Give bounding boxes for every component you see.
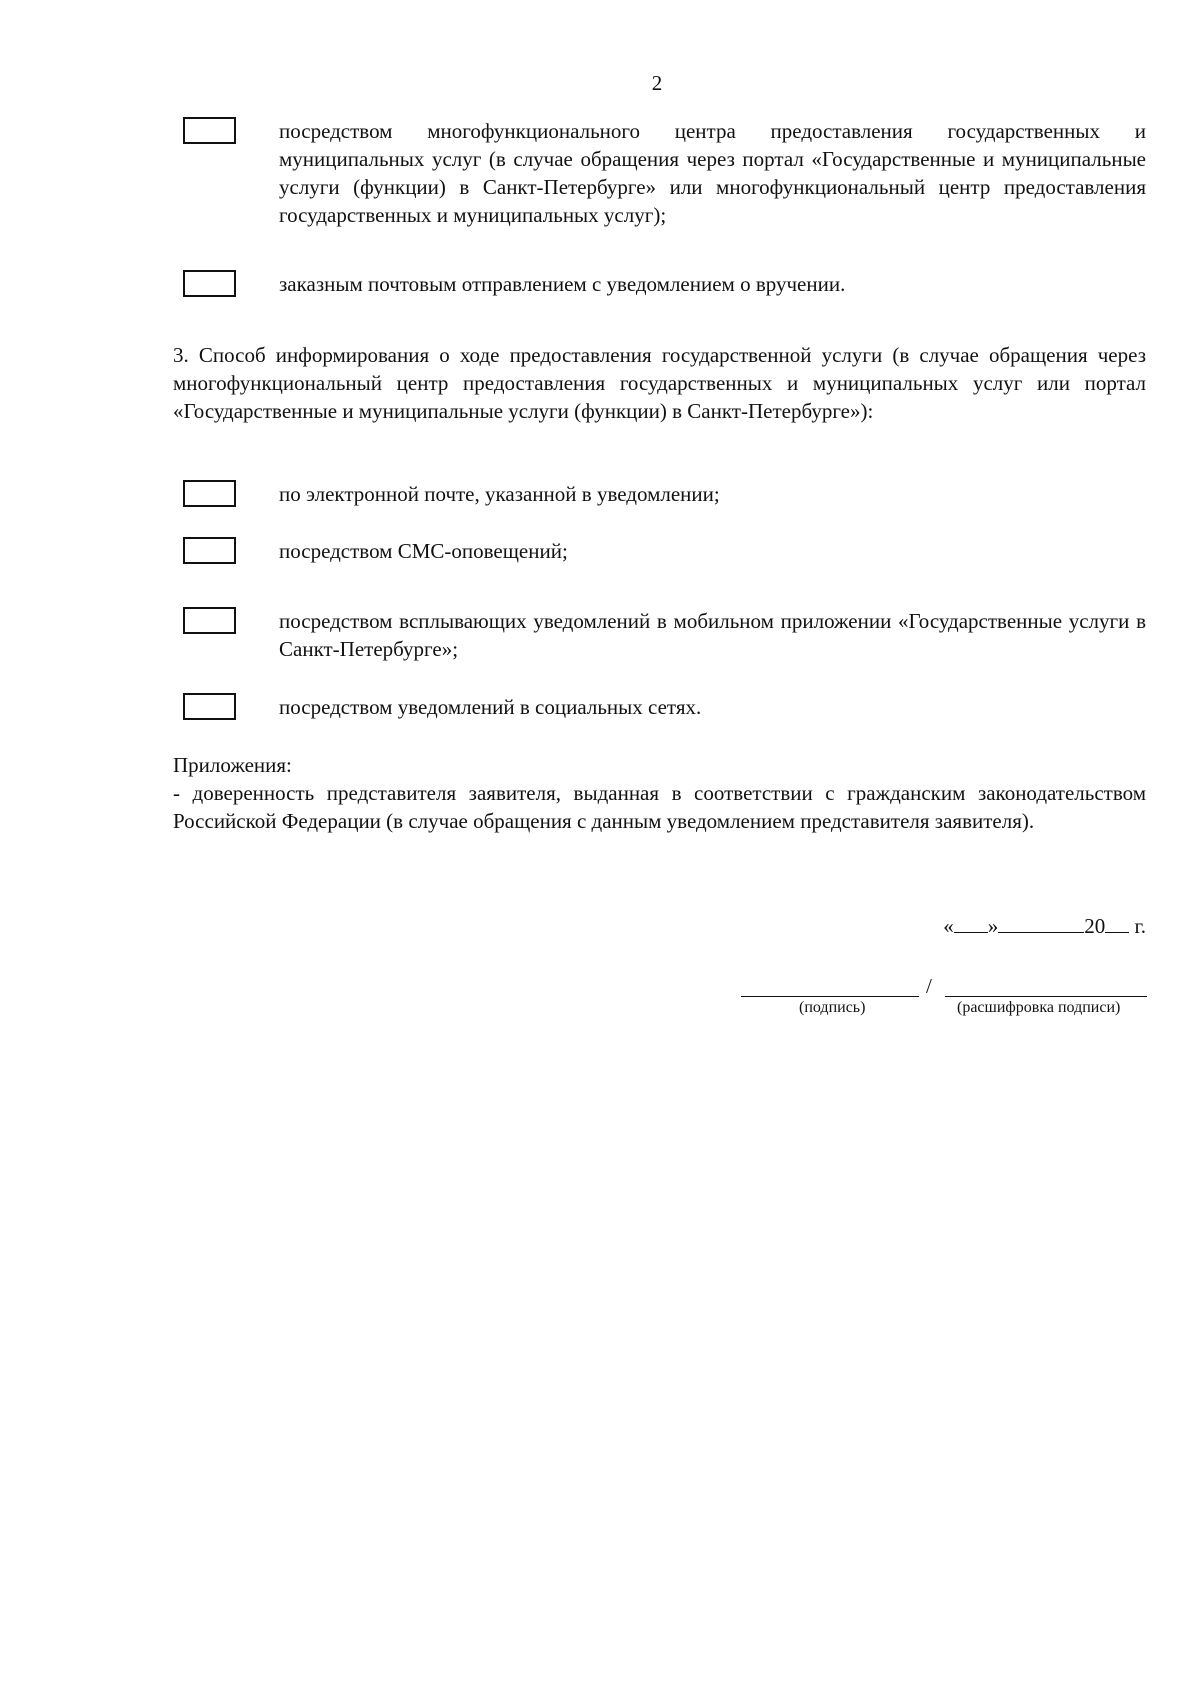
page-number: 2: [651, 71, 663, 95]
attachments-title: Приложения:: [173, 753, 292, 777]
checkbox-notify-email[interactable]: [183, 480, 236, 507]
checkbox-notify-sms[interactable]: [183, 537, 236, 564]
date-month-blank[interactable]: [998, 912, 1084, 933]
checkbox-notify-push[interactable]: [183, 607, 236, 634]
notify-option-email-label: по электронной почте, указанной в уведомлении;: [279, 482, 720, 506]
section-3-heading: 3. Способ информирования о ходе предоставления государственной услуги (в случае обращения через многофункциональный центр предоставления государственных и муниципальных услуг или портал «Государственные и муниципальные услуги (функции) в Санкт-Петербурге»):: [173, 343, 1146, 423]
notify-option-push-label: посредством всплывающих уведомлений в мобильном приложении «Государственные услуги в Санкт-Петербурге»;: [279, 609, 1146, 661]
signature-decoding-line[interactable]: [945, 996, 1147, 997]
checkbox-delivery-mail[interactable]: [183, 270, 236, 297]
notify-option-social-label: посредством уведомлений в социальных сетях.: [279, 695, 702, 719]
notify-option-sms-label: посредством СМС-оповещений;: [279, 539, 568, 563]
signature-line[interactable]: [741, 996, 919, 997]
signature-slash: /: [926, 974, 932, 998]
signature-decoding-caption: (расшифровка подписи): [957, 999, 1121, 1016]
checkbox-notify-social[interactable]: [183, 693, 236, 720]
date-close-quote: »: [987, 914, 999, 938]
date-year-suffix: г.: [1134, 914, 1146, 938]
date-year-blank[interactable]: [1105, 912, 1129, 933]
date-day-blank[interactable]: [954, 912, 988, 933]
signature-caption: (подпись): [799, 999, 866, 1016]
delivery-option-mail-label: заказным почтовым отправлением с уведомлением о вручении.: [279, 272, 846, 296]
delivery-option-mfc-label: посредством многофункционального центра предоставления государственных и муниципальных услуг (в случае обращения через портал «Государственные и муниципальные услуги (функции) в Санкт-Петербурге» или многофункциональный центр предоставления государственных и муниципальных услуг);: [279, 119, 1146, 227]
signature-block: [741, 972, 1147, 1032]
date-open-quote: «: [943, 914, 954, 938]
checkbox-delivery-mfc[interactable]: [183, 117, 236, 144]
date-year-prefix: 20: [1084, 914, 1106, 938]
date-line: [943, 912, 1146, 940]
attachments-item: - доверенность представителя заявителя, выданная в соответствии с гражданским законодательством Российской Федерации (в случае обращения с данным уведомлением представителя заявителя).: [173, 781, 1146, 833]
